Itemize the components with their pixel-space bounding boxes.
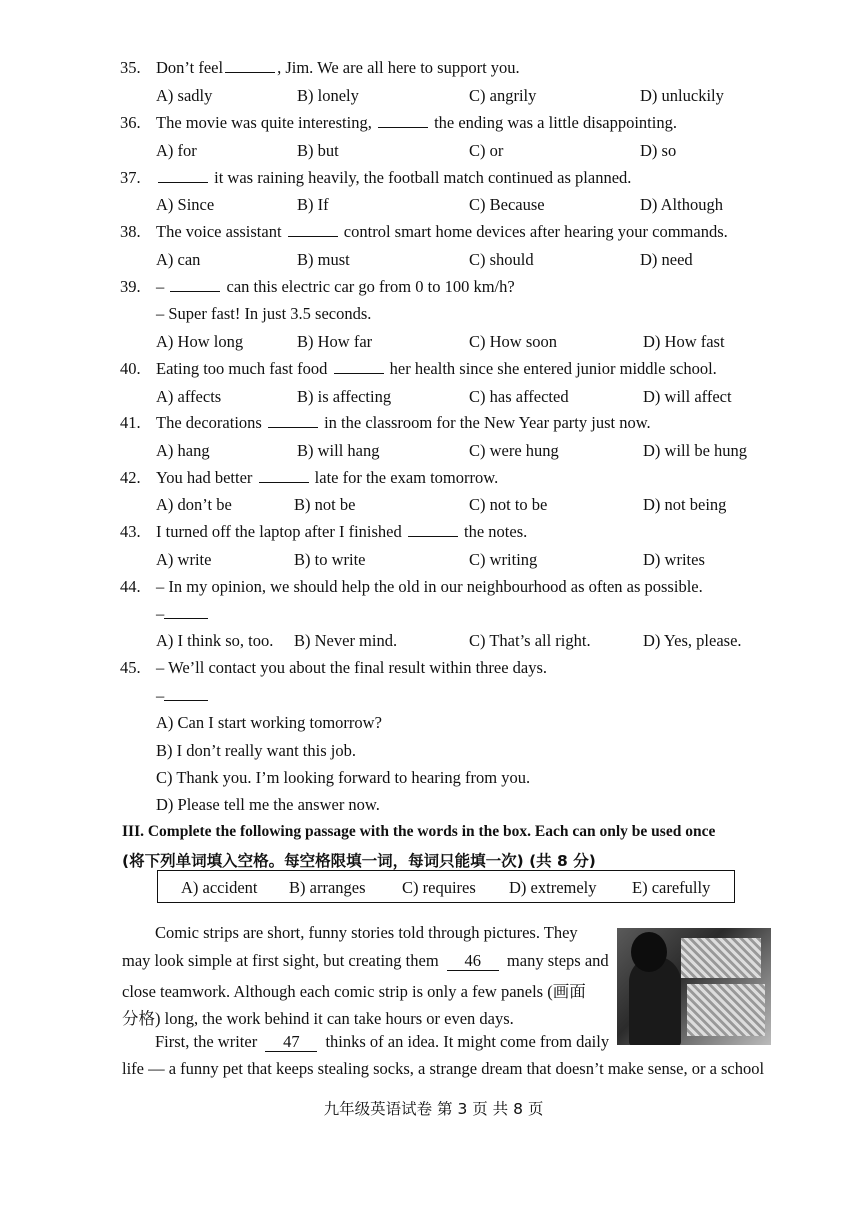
word-option: A) accident bbox=[181, 878, 258, 897]
passage-blank-46: 46 bbox=[447, 952, 499, 971]
passage-text: many steps and bbox=[506, 951, 609, 970]
stem-pre: Eating too much fast food bbox=[156, 359, 328, 378]
option-d: D) writes bbox=[643, 550, 705, 569]
question-stem bbox=[156, 413, 651, 433]
option-a: A) hang bbox=[156, 441, 210, 460]
section-heading: III. Complete the following passage with the words in the box. Each can only be used once bbox=[122, 823, 716, 840]
stem-pre: The voice assistant bbox=[156, 222, 282, 241]
option-a: A) How long bbox=[156, 332, 244, 351]
word-option: C) requires bbox=[402, 878, 476, 897]
option-d: D) Please tell me the answer now. bbox=[156, 795, 380, 814]
stem-post: control smart home devices after hearing your commands. bbox=[343, 222, 728, 241]
option-c: C) should bbox=[469, 250, 534, 269]
dialogue-reply bbox=[156, 604, 208, 624]
stem-post: , Jim. We are all here to support you. bbox=[277, 58, 520, 77]
passage-line: life — a funny pet that keeps stealing socks, a strange dream that doesn’t make sense, or a school bbox=[122, 1059, 765, 1078]
passage-line: Comic strips are short, funny stories told through pictures. They bbox=[155, 923, 578, 942]
option-d: D) so bbox=[640, 141, 677, 160]
answer-blank bbox=[225, 58, 275, 73]
dialogue-reply: – Super fast! In just 3.5 seconds. bbox=[156, 304, 372, 323]
option-a: A) can bbox=[156, 250, 201, 269]
photo-head bbox=[631, 932, 667, 972]
stem-post: the notes. bbox=[464, 522, 528, 541]
stem-pre: The decorations bbox=[156, 413, 262, 432]
answer-blank bbox=[378, 113, 428, 128]
passage-text: thinks of an idea. It might come from daily bbox=[325, 1032, 610, 1051]
stem-pre: Don’t feel bbox=[156, 58, 224, 77]
passage-line: 分格) long, the work behind it can take hours or even days. bbox=[122, 1009, 514, 1028]
option-c: C) Because bbox=[469, 195, 545, 214]
stem-post: her health since she entered junior middle school. bbox=[389, 359, 717, 378]
answer-blank bbox=[170, 277, 220, 292]
stem-pre: The movie was quite interesting, bbox=[156, 113, 372, 132]
question-stem: – We’ll contact you about the final result within three days. bbox=[156, 658, 548, 677]
option-d: D) not being bbox=[643, 495, 727, 514]
word-option: B) arranges bbox=[289, 878, 366, 897]
question-stem: – In my opinion, we should help the old in our neighbourhood as often as possible. bbox=[156, 577, 703, 596]
question-stem bbox=[156, 113, 677, 133]
word-box bbox=[157, 870, 735, 903]
answer-blank bbox=[408, 522, 458, 537]
option-b: B) How far bbox=[297, 332, 373, 351]
option-c: C) or bbox=[469, 141, 504, 160]
option-c: C) not to be bbox=[469, 495, 548, 514]
photo-panel bbox=[687, 984, 765, 1036]
word-option: E) carefully bbox=[632, 878, 711, 897]
option-c: C) Thank you. I’m looking forward to hearing from you. bbox=[156, 768, 531, 787]
option-c: C) How soon bbox=[469, 332, 558, 351]
reply-dash: – bbox=[156, 604, 165, 623]
option-b: B) not be bbox=[294, 495, 356, 514]
option-a: A) for bbox=[156, 141, 197, 160]
stem-post: it was raining heavily, the football match continued as planned. bbox=[214, 168, 632, 187]
question-number: 35. bbox=[120, 58, 141, 77]
option-b: B) Never mind. bbox=[294, 631, 398, 650]
dialogue-reply bbox=[156, 686, 208, 706]
question-number: 40. bbox=[120, 359, 141, 378]
option-a: A) don’t be bbox=[156, 495, 232, 514]
option-b: B) to write bbox=[294, 550, 366, 569]
passage-text: may look simple at first sight, but creating them bbox=[122, 951, 439, 970]
photo-panel bbox=[681, 938, 761, 978]
option-b: B) but bbox=[297, 141, 339, 160]
passage-line bbox=[122, 951, 609, 971]
question-stem bbox=[156, 277, 515, 297]
word-option: D) extremely bbox=[509, 878, 597, 897]
answer-blank bbox=[158, 168, 208, 183]
option-d: D) Although bbox=[640, 195, 723, 214]
option-a: A) sadly bbox=[156, 86, 213, 105]
option-c: C) angrily bbox=[469, 86, 537, 105]
question-number: 39. bbox=[120, 277, 141, 296]
option-c: C) were hung bbox=[469, 441, 559, 460]
page-footer: 九年级英语试卷 第 3 页 共 8 页 bbox=[323, 1100, 544, 1118]
stem-pre: I turned off the laptop after I finished bbox=[156, 522, 402, 541]
option-c: C) writing bbox=[469, 550, 538, 569]
question-number: 36. bbox=[120, 113, 141, 132]
comic-artist-photo bbox=[617, 928, 771, 1045]
question-number: 38. bbox=[120, 222, 141, 241]
option-d: D) will affect bbox=[643, 387, 732, 406]
question-number: 45. bbox=[120, 658, 141, 677]
question-number: 41. bbox=[120, 413, 141, 432]
option-a: A) affects bbox=[156, 387, 222, 406]
option-a: A) Can I start working tomorrow? bbox=[156, 713, 382, 732]
answer-blank bbox=[164, 686, 208, 701]
option-b: B) I don’t really want this job. bbox=[156, 741, 356, 760]
option-b: B) If bbox=[297, 195, 329, 214]
option-b: B) must bbox=[297, 250, 350, 269]
stem-pre: – bbox=[156, 277, 165, 296]
question-stem bbox=[156, 222, 728, 242]
option-b: B) lonely bbox=[297, 86, 359, 105]
answer-blank bbox=[268, 413, 318, 428]
stem-pre: You had better bbox=[156, 468, 253, 487]
option-d: D) Yes, please. bbox=[643, 631, 742, 650]
question-number: 44. bbox=[120, 577, 141, 596]
option-d: D) unluckily bbox=[640, 86, 724, 105]
question-stem bbox=[156, 468, 498, 488]
question-number: 43. bbox=[120, 522, 141, 541]
option-a: A) write bbox=[156, 550, 212, 569]
answer-blank bbox=[259, 468, 309, 483]
passage-line bbox=[155, 1032, 609, 1052]
option-d: D) need bbox=[640, 250, 693, 269]
option-b: B) will hang bbox=[297, 441, 380, 460]
question-stem bbox=[156, 359, 717, 379]
option-d: D) How fast bbox=[643, 332, 725, 351]
passage-line: close teamwork. Although each comic strip is only a few panels (画面 bbox=[122, 982, 586, 1001]
reply-dash: – bbox=[156, 686, 165, 705]
question-stem bbox=[156, 168, 631, 188]
question-number: 42. bbox=[120, 468, 141, 487]
passage-text: First, the writer bbox=[155, 1032, 258, 1051]
stem-post: in the classroom for the New Year party just now. bbox=[324, 413, 651, 432]
answer-blank bbox=[288, 222, 338, 237]
question-stem bbox=[156, 522, 527, 542]
option-d: D) will be hung bbox=[643, 441, 748, 460]
answer-blank bbox=[334, 359, 384, 374]
stem-post: late for the exam tomorrow. bbox=[314, 468, 499, 487]
option-a: A) I think so, too. bbox=[156, 631, 274, 650]
passage-blank-47: 47 bbox=[265, 1033, 317, 1052]
stem-post: the ending was a little disappointing. bbox=[434, 113, 677, 132]
option-a: A) Since bbox=[156, 195, 215, 214]
option-c: C) That’s all right. bbox=[469, 631, 591, 650]
question-number: 37. bbox=[120, 168, 141, 187]
stem-post: can this electric car go from 0 to 100 km/h? bbox=[226, 277, 515, 296]
option-b: B) is affecting bbox=[297, 387, 392, 406]
option-c: C) has affected bbox=[469, 387, 569, 406]
section-heading-cn: (将下列单词填入空格。每空格限填一词，每词只能填一次) (共 8 分) bbox=[122, 852, 596, 870]
answer-blank bbox=[164, 604, 208, 619]
question-stem bbox=[156, 58, 520, 78]
